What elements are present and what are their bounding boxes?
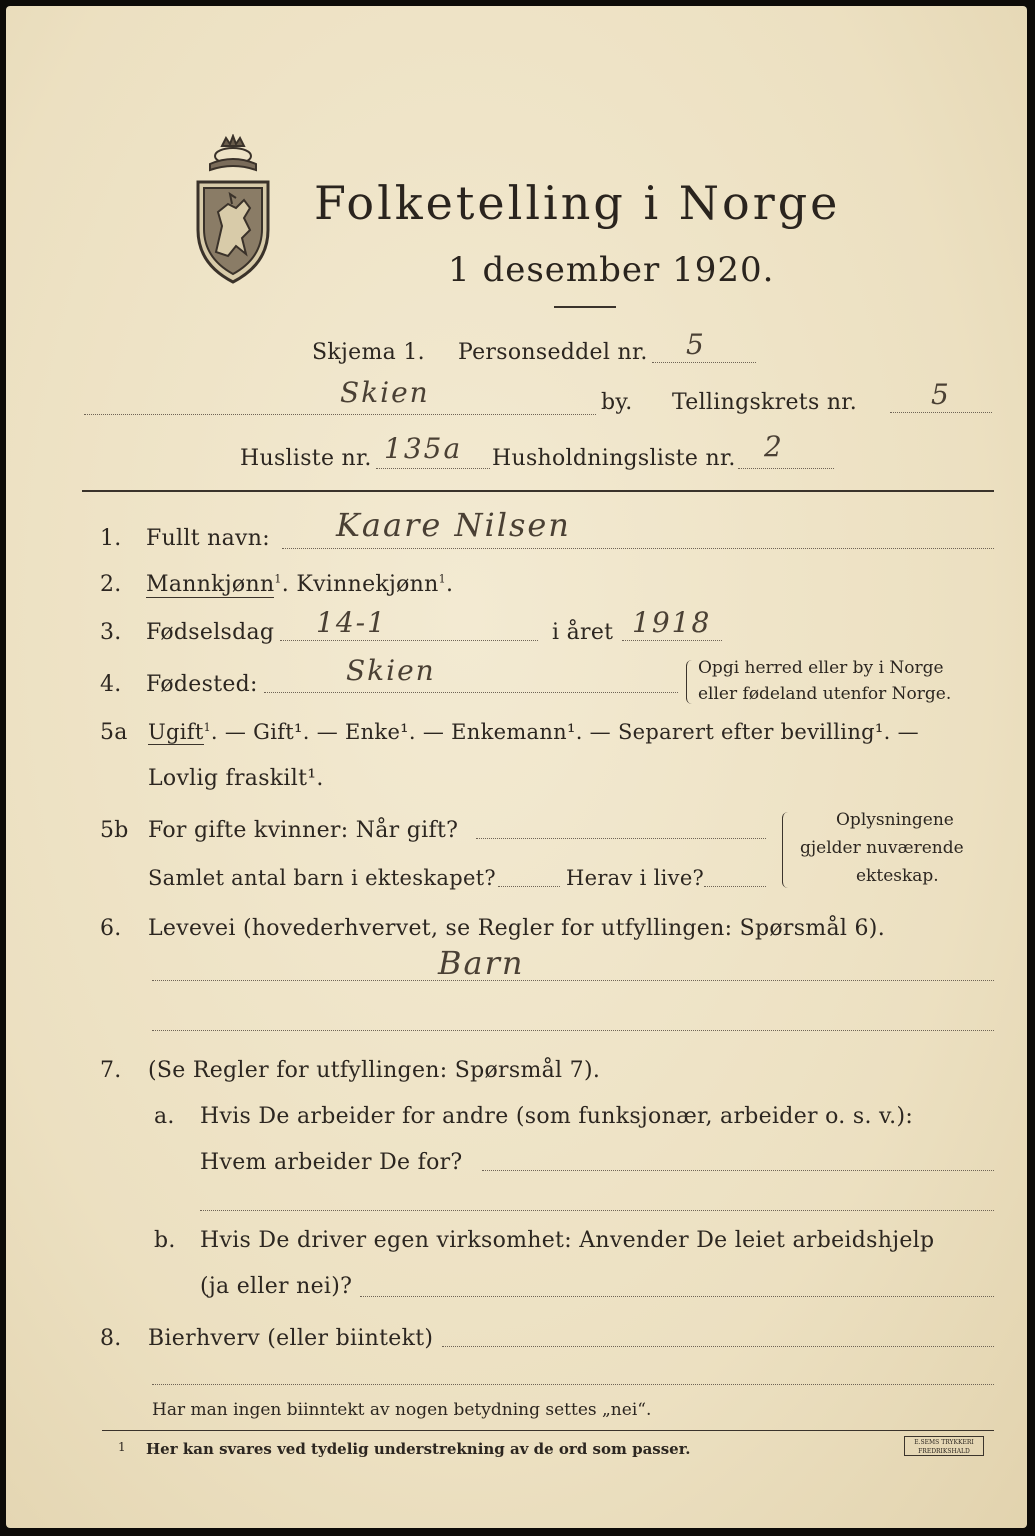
q1-line [282,548,994,549]
by-value: Skien [340,376,430,409]
tellingskrets-line [890,412,992,413]
q5b-alive-line [704,886,766,887]
by-label: by. [601,390,633,415]
census-form [6,6,1027,1528]
q5b-number: 5b [100,818,129,843]
q8-number: 8. [100,1326,122,1351]
q7-label: (Se Regler for utfyllingen: Spørsmål 7). [148,1058,601,1083]
by-line [84,414,596,415]
q1-value: Kaare Nilsen [336,506,571,544]
q4-line [264,692,678,693]
q6-number: 6. [100,916,122,941]
title-rule [554,306,616,308]
form-title: Folketelling i Norge [314,176,841,230]
q4-value: Skien [346,654,436,687]
q4-note-2: eller fødeland utenfor Norge. [698,684,952,704]
q8-line-2 [152,1384,994,1385]
q5b-brace [782,812,789,888]
q5b-note-3: ekteskap. [856,866,939,886]
q3-number: 3. [100,620,122,645]
q2-sup-2: 1 [438,572,446,586]
census-date: 1 desember 1920. [448,250,775,290]
q5a-ugift: Ugift [148,720,204,744]
personseddel-label: Personseddel nr. [458,340,648,365]
personseddel-value: 5 [686,328,706,361]
biintekt-note: Har man ingen biinntekt av nogen betydning settes „nei“. [152,1400,652,1420]
q6-value: Barn [438,944,525,982]
tellingskrets-label: Tellingskrets nr. [672,390,857,415]
q2-number: 2. [100,572,122,597]
q3-line [280,640,538,641]
footnote-marker: 1 [118,1440,126,1454]
q4-note-1: Opgi herred eller by i Norge [698,658,944,678]
q5b-note-1: Oplysningene [836,810,954,830]
husholdningsliste-line [738,468,834,469]
q7a-line [482,1170,994,1171]
q5a-number: 5a [100,720,128,745]
q1-label: Fullt navn: [146,526,270,551]
husliste-line [376,468,490,469]
q6-line-2 [152,1030,994,1031]
q7b-letter: b. [154,1228,176,1253]
q7a-line-2 [200,1210,994,1211]
printer-stamp: E.SEMS TRYKKERI FREDRIKSHALD [904,1436,984,1456]
q5a-line2: Lovlig fraskilt¹. [148,766,324,791]
footnote-text: Her kan svares ved tydelig understrekning av de ord som passer. [146,1440,691,1458]
q5b-when-line [476,838,766,839]
q8-line [442,1346,994,1347]
husholdningsliste-label: Husholdningsliste nr. [492,446,736,471]
q7b-line [360,1296,994,1297]
husliste-label: Husliste nr. [240,446,372,471]
q6-line-1 [152,980,994,981]
skjema-label: Skjema 1. [312,340,425,365]
coat-of-arms-icon [192,134,274,286]
q2-end: . [445,572,454,597]
q2-option-male: Mannkjønn [146,572,275,597]
header-separator [82,490,994,492]
q7a-line2: Hvem arbeider De for? [200,1150,463,1175]
q4-number: 4. [100,672,122,697]
q5a-rest: — Gift¹. — Enke¹. — Enkemann¹. — Separert efter bevilling¹. — [224,720,919,744]
q2-sup-1: 1 [274,572,282,586]
q3-year-label: i året [552,620,614,645]
footnote-rule [102,1430,994,1431]
q7a-line1: Hvis De arbeider for andre (som funksjonær, arbeider o. s. v.): [200,1104,914,1129]
q7b-line1: Hvis De driver egen virksomhet: Anvender De leiet arbeidshjelp [200,1228,935,1253]
q5b-line1: For gifte kvinner: Når gift? [148,818,459,843]
husliste-value: 135a [384,432,463,465]
q2-options: Mannkjønn$^1$. Kvinnekjønn$^1$. [146,572,454,597]
q2-option-female: Kvinnekjønn [296,572,439,597]
q6-label: Levevei (hovederhvervet, se Regler for utfyllingen: Spørsmål 6). [148,916,885,941]
q7a-letter: a. [154,1104,175,1129]
q8-label: Bierhverv (eller biintekt) [148,1326,434,1351]
q3-year-value: 1918 [632,606,712,639]
tellingskrets-value: 5 [931,378,951,411]
q5b-line2b: Herav i live? [566,866,705,890]
q3-label: Fødselsdag [146,620,275,645]
q5b-note-2: gjelder nuværende [800,838,964,858]
q7-number: 7. [100,1058,122,1083]
q3-value: 14-1 [316,606,387,639]
q5a-line1: Ugift$^1$. — Gift¹. — Enke¹. — Enkemann¹. — Separert efter bevilling¹. — [148,720,919,744]
husholdningsliste-value: 2 [764,430,784,463]
q1-number: 1. [100,526,122,551]
personseddel-line [652,362,756,363]
q4-brace [686,660,693,704]
q5b-children-line [498,886,560,887]
q3-year-line [622,640,722,641]
q4-label: Fødested: [146,672,258,697]
q5b-line2a: Samlet antal barn i ekteskapet? [148,866,496,890]
q7b-line2: (ja eller nei)? [200,1274,353,1299]
